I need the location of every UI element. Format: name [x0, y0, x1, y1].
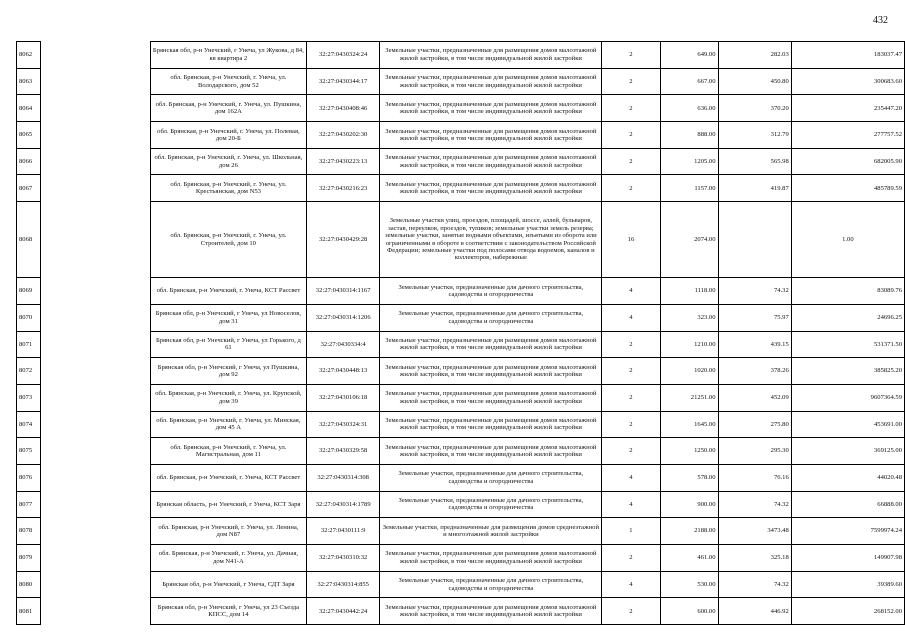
- address-cell: Брянская обл, р-н Унечский, г Унеча, ул Жукова, д 84, кв квартира 2: [150, 42, 306, 69]
- rate-cell: 74.32: [718, 491, 791, 518]
- area-cell: 600.00: [660, 598, 718, 625]
- cadastral-value-cell: 300683.60: [791, 68, 904, 95]
- rate-cell: 370.20: [718, 95, 791, 122]
- category-cell: 2: [602, 545, 660, 572]
- category-cell: 4: [602, 278, 660, 305]
- address-cell: Брянская обл, р-н Унечский, г Унеча, СДТ Заря: [150, 571, 306, 598]
- table-row: [17, 518, 905, 545]
- cadastral-number-cell: 32:27:0430324:24: [306, 42, 379, 69]
- row-number: 8063: [17, 68, 41, 95]
- address-cell: обл. Брянская, р-н Унечский, г. Унеча, ул. Школьная, дом 26: [150, 148, 306, 175]
- row-number: 8062: [17, 42, 41, 69]
- spacer-cell: [40, 331, 150, 358]
- cadastral-number-cell: 32:27:0430310:32: [306, 545, 379, 572]
- cadastral-number-cell: 32:27:0430408:46: [306, 95, 379, 122]
- area-cell: 636.00: [660, 95, 718, 122]
- rate-cell: 312.79: [718, 122, 791, 149]
- cadastral-value-cell: 7599974.24: [791, 518, 904, 545]
- rate-cell: 275.80: [718, 411, 791, 438]
- land-use-cell: Земельные участки, предназначенные для размещения домов малоэтажной жилой застройки, в том числе индивидуальной жилой застройки: [380, 175, 602, 202]
- land-use-cell: Земельные участки, предназначенные для дачного строительства, садоводства и огородничества: [380, 571, 602, 598]
- land-use-cell: Земельные участки, предназначенные для размещения домов малоэтажной жилой застройки, в том числе индивидуальной жилой застройки: [380, 598, 602, 625]
- table-row: [17, 122, 905, 149]
- rate-cell: 452.09: [718, 384, 791, 411]
- rate-cell: 74.32: [718, 571, 791, 598]
- table-row: [17, 304, 905, 331]
- area-cell: 2188.00: [660, 518, 718, 545]
- address-cell: обл. Брянская, р-н Унечский, г. Унеча, КСТ Рассвет: [150, 464, 306, 491]
- address-cell: Брянская обл, р-н Унечский, г Унеча, ул Новоселов, дом 31: [150, 304, 306, 331]
- land-use-cell: Земельные участки, предназначенные для размещения домов малоэтажной жилой застройки, в том числе индивидуальной жилой застройки: [380, 331, 602, 358]
- spacer-cell: [40, 438, 150, 465]
- land-use-cell: Земельные участки, предназначенные для размещения домов малоэтажной жилой застройки, в том числе индивидуальной жилой застройки: [380, 95, 602, 122]
- address-cell: обл. Брянская, р-н Унечский, г. Унеча, ул. Строителей, дом 10: [150, 202, 306, 278]
- row-number: 8079: [17, 545, 41, 572]
- area-cell: 900.00: [660, 491, 718, 518]
- land-use-cell: Земельные участки, предназначенные для размещения домов малоэтажной жилой застройки, в том числе индивидуальной жилой застройки: [380, 42, 602, 69]
- address-cell: обл. Брянская, р-н Унечский, г. Унеча, ул. Володарского, дом 52: [150, 68, 306, 95]
- spacer-cell: [40, 571, 150, 598]
- cadastral-number-cell: 32:27:0430223:13: [306, 148, 379, 175]
- table-row: [17, 438, 905, 465]
- address-cell: обл. Брянская, р-н Унечский, г. Унеча, ул. Крупской, дом 39: [150, 384, 306, 411]
- category-cell: 1: [602, 518, 660, 545]
- rate-cell: 378.26: [718, 358, 791, 385]
- cadastral-value-cell: 24696.25: [791, 304, 904, 331]
- table-row: [17, 598, 905, 625]
- table-row: [17, 464, 905, 491]
- rate-cell: 75.97: [718, 304, 791, 331]
- row-number: 8071: [17, 331, 41, 358]
- cadastral-number-cell: 32:27:0430448:13: [306, 358, 379, 385]
- land-use-cell: Земельные участки, предназначенные для размещения домов малоэтажной жилой застройки, в том числе индивидуальной жилой застройки: [380, 68, 602, 95]
- rate-cell: 282.03: [718, 42, 791, 69]
- area-cell: 1645.00: [660, 411, 718, 438]
- address-cell: обл. Брянская, р-н Унечский, г. Унеча, ул. Пушкина, дом 162А: [150, 95, 306, 122]
- address-cell: обл. Брянская, р-н Унечский, г. Унеча, КСТ Рассвет: [150, 278, 306, 305]
- category-cell: 4: [602, 304, 660, 331]
- category-cell: 2: [602, 331, 660, 358]
- cadastral-value-cell: 531371.50: [791, 331, 904, 358]
- cadastral-number-cell: 32:27:0430202:30: [306, 122, 379, 149]
- cadastral-value-cell: 9607364.59: [791, 384, 904, 411]
- rate-cell: 446.92: [718, 598, 791, 625]
- address-cell: Брянская область, р-н Унечский, г Унеча, КСТ Заря: [150, 491, 306, 518]
- row-number: 8073: [17, 384, 41, 411]
- row-number: 8074: [17, 411, 41, 438]
- table-row: [17, 545, 905, 572]
- spacer-cell: [40, 95, 150, 122]
- address-cell: обл. Брянская, р-н Унечский, г. Унеча, ул. Минская, дом 45 А: [150, 411, 306, 438]
- spacer-cell: [40, 42, 150, 69]
- area-cell: 1210.00: [660, 331, 718, 358]
- rate-cell: 76.16: [718, 464, 791, 491]
- table-row: [17, 491, 905, 518]
- row-number: 8078: [17, 518, 41, 545]
- land-use-cell: Земельные участки, предназначенные для дачного строительства, садоводства и огородничества: [380, 491, 602, 518]
- row-number: 8067: [17, 175, 41, 202]
- rate-cell: 450.80: [718, 68, 791, 95]
- address-cell: обл. Брянская, р-н Унечский, г. Унеча, ул. Дачная, дом N41-А: [150, 545, 306, 572]
- spacer-cell: [40, 175, 150, 202]
- cadastral-number-cell: 32:27:0430324:31: [306, 411, 379, 438]
- table-row: [17, 358, 905, 385]
- cadastral-value-cell: 277757.52: [791, 122, 904, 149]
- area-cell: 888.00: [660, 122, 718, 149]
- area-cell: 1157.00: [660, 175, 718, 202]
- cadastral-value-cell: 149907.98: [791, 545, 904, 572]
- cadastral-value-cell: 83089.76: [791, 278, 904, 305]
- row-number: 8076: [17, 464, 41, 491]
- cadastral-value-cell: 39389.60: [791, 571, 904, 598]
- row-number: 8068: [17, 202, 41, 278]
- table-row: [17, 411, 905, 438]
- row-number: 8081: [17, 598, 41, 625]
- table-row: [17, 571, 905, 598]
- land-use-cell: Земельные участки, предназначенные для размещения домов малоэтажной жилой застройки, в том числе индивидуальной жилой застройки: [380, 411, 602, 438]
- cadastral-number-cell: 32:27:0430216:23: [306, 175, 379, 202]
- cadastral-number-cell: 32:27:0430106:18: [306, 384, 379, 411]
- area-cell: 1205.00: [660, 148, 718, 175]
- cadastral-value-cell: 66888.00: [791, 491, 904, 518]
- table-row: [17, 384, 905, 411]
- land-use-cell: Земельные участки, предназначенные для размещения домов малоэтажной жилой застройки, в том числе индивидуальной жилой застройки: [380, 122, 602, 149]
- address-cell: обл. Брянская, р-н Унечский, г. Унеча, ул. Полевая, дом 20-Б: [150, 122, 306, 149]
- cadastral-value-cell: 44020.48: [791, 464, 904, 491]
- table-row: [17, 175, 905, 202]
- spacer-cell: [40, 464, 150, 491]
- cadastral-number-cell: 32:27:0430314:1167: [306, 278, 379, 305]
- cadastral-number-cell: 32:27:0430442:24: [306, 598, 379, 625]
- area-cell: 530.00: [660, 571, 718, 598]
- category-cell: 2: [602, 384, 660, 411]
- address-cell: Брянская обл, р-н Унечский, г Унеча, ул Горького, д 61: [150, 331, 306, 358]
- cadastral-value-cell: 235447.20: [791, 95, 904, 122]
- cadastral-value-cell: 369125.00: [791, 438, 904, 465]
- table-row: [17, 278, 905, 305]
- land-registry-table: [16, 41, 905, 625]
- land-use-cell: Земельные участки, предназначенные для размещения домов малоэтажной жилой застройки, в том числе индивидуальной жилой застройки: [380, 545, 602, 572]
- area-cell: 2074.00: [660, 202, 718, 278]
- area-cell: 1118.00: [660, 278, 718, 305]
- area-cell: 578.00: [660, 464, 718, 491]
- row-number: 8075: [17, 438, 41, 465]
- area-cell: 1020.00: [660, 358, 718, 385]
- cadastral-number-cell: 32:27:0430344:17: [306, 68, 379, 95]
- area-cell: 1250.00: [660, 438, 718, 465]
- area-cell: 667.00: [660, 68, 718, 95]
- row-number: 8080: [17, 571, 41, 598]
- spacer-cell: [40, 491, 150, 518]
- cadastral-value-cell: 268152.00: [791, 598, 904, 625]
- row-number: 8077: [17, 491, 41, 518]
- table-row: [17, 42, 905, 69]
- spacer-cell: [40, 518, 150, 545]
- row-number: 8072: [17, 358, 41, 385]
- row-number: 8070: [17, 304, 41, 331]
- address-cell: обл. Брянская, р-н Унечский, г. Унеча, ул. Ленина, дом N87: [150, 518, 306, 545]
- cadastral-number-cell: 32:27:0430314:1789: [306, 491, 379, 518]
- spacer-cell: [40, 304, 150, 331]
- rate-cell: 419.87: [718, 175, 791, 202]
- land-use-cell: Земельные участки, предназначенные для дачного строительства, садоводства и огородничества: [380, 304, 602, 331]
- cadastral-number-cell: 32:27:0430329:58: [306, 438, 379, 465]
- land-use-cell: Земельные участки, предназначенные для дачного строительства, садоводства и огородничества: [380, 278, 602, 305]
- category-cell: 4: [602, 491, 660, 518]
- category-cell: 16: [602, 202, 660, 278]
- address-cell: обл. Брянская, р-н Унечский, г. Унеча, ул. Крестьянская, дом N53: [150, 175, 306, 202]
- spacer-cell: [40, 358, 150, 385]
- category-cell: 4: [602, 571, 660, 598]
- rate-cell: 3473.48: [718, 518, 791, 545]
- spacer-cell: [40, 278, 150, 305]
- table-row: [17, 202, 905, 278]
- area-cell: 323.00: [660, 304, 718, 331]
- rate-cell: 295.30: [718, 438, 791, 465]
- rate-cell: [718, 202, 791, 278]
- page-number: 432: [873, 15, 888, 26]
- category-cell: 2: [602, 438, 660, 465]
- category-cell: 2: [602, 411, 660, 438]
- spacer-cell: [40, 68, 150, 95]
- land-use-cell: Земельные участки, предназначенные для размещения домов малоэтажной жилой застройки, в том числе индивидуальной жилой застройки: [380, 148, 602, 175]
- table-row: [17, 148, 905, 175]
- spacer-cell: [40, 384, 150, 411]
- land-use-cell: Земельные участки, предназначенные для размещения домов малоэтажной жилой застройки, в том числе индивидуальной жилой застройки: [380, 384, 602, 411]
- table-row: [17, 95, 905, 122]
- land-use-cell: Земельные участки, предназначенные для дачного строительства, садоводства и огородничества: [380, 464, 602, 491]
- cadastral-number-cell: 32:27:0430111:9: [306, 518, 379, 545]
- rate-cell: 439.15: [718, 331, 791, 358]
- land-use-cell: Земельные участки улиц, проездов, площадей, шоссе, аллей, бульваров, застав, переулков, проездов, тупиков; земельные участки земель резерва; земельные участки, занятые водными объектами, изъятыми из оборота или ограниченными в обороте в соответствии с законодательством Российской Федерации; земельные участки под полосами отвода водоемов, каналов и коллекторов, набережные: [380, 202, 602, 278]
- row-number: 8065: [17, 122, 41, 149]
- cadastral-value-cell: 385825.20: [791, 358, 904, 385]
- area-cell: 21251.00: [660, 384, 718, 411]
- category-cell: 2: [602, 175, 660, 202]
- rate-cell: 565.98: [718, 148, 791, 175]
- category-cell: 2: [602, 95, 660, 122]
- cadastral-value-cell: 682005.90: [791, 148, 904, 175]
- category-cell: 2: [602, 148, 660, 175]
- spacer-cell: [40, 202, 150, 278]
- category-cell: 2: [602, 68, 660, 95]
- rate-cell: 74.32: [718, 278, 791, 305]
- table-row: [17, 331, 905, 358]
- address-cell: Брянская обл, р-н Унечский, г Унеча, ул 23 Съезда КПСС, дом 14: [150, 598, 306, 625]
- cadastral-value-cell: 485789.59: [791, 175, 904, 202]
- cadastral-number-cell: 32:27:0430314:855: [306, 571, 379, 598]
- category-cell: 2: [602, 42, 660, 69]
- spacer-cell: [40, 148, 150, 175]
- area-cell: 649.00: [660, 42, 718, 69]
- category-cell: 2: [602, 358, 660, 385]
- category-cell: 2: [602, 122, 660, 149]
- cadastral-number-cell: 32:27:0430314:1206: [306, 304, 379, 331]
- rate-cell: 325.18: [718, 545, 791, 572]
- address-cell: Брянская обл, р-н Унечский, г Унеча, ул Пушкина, дом 92: [150, 358, 306, 385]
- category-cell: 4: [602, 464, 660, 491]
- land-use-cell: Земельные участки, предназначенные для размещения домов малоэтажной жилой застройки, в том числе индивидуальной жилой застройки: [380, 438, 602, 465]
- spacer-cell: [40, 411, 150, 438]
- category-cell: 2: [602, 598, 660, 625]
- land-use-cell: Земельные участки, предназначенные для размещения домов среднеэтажной и многоэтажной жилой застройки: [380, 518, 602, 545]
- area-cell: 461.00: [660, 545, 718, 572]
- row-number: 8066: [17, 148, 41, 175]
- cadastral-number-cell: 32:27:0430314:308: [306, 464, 379, 491]
- row-number: 8064: [17, 95, 41, 122]
- cadastral-number-cell: 32:27:0430429:28: [306, 202, 379, 278]
- spacer-cell: [40, 545, 150, 572]
- row-number: 8069: [17, 278, 41, 305]
- cadastral-value-cell: 1.00: [791, 202, 904, 278]
- spacer-cell: [40, 598, 150, 625]
- spacer-cell: [40, 122, 150, 149]
- land-use-cell: Земельные участки, предназначенные для размещения домов малоэтажной жилой застройки, в том числе индивидуальной жилой застройки: [380, 358, 602, 385]
- table-row: [17, 68, 905, 95]
- address-cell: обл. Брянская, р-н Унечский, г. Унеча, ул. Магистральная, дом 11: [150, 438, 306, 465]
- cadastral-value-cell: 183037.47: [791, 42, 904, 69]
- cadastral-value-cell: 453691.00: [791, 411, 904, 438]
- cadastral-number-cell: 32:27:0430334:4: [306, 331, 379, 358]
